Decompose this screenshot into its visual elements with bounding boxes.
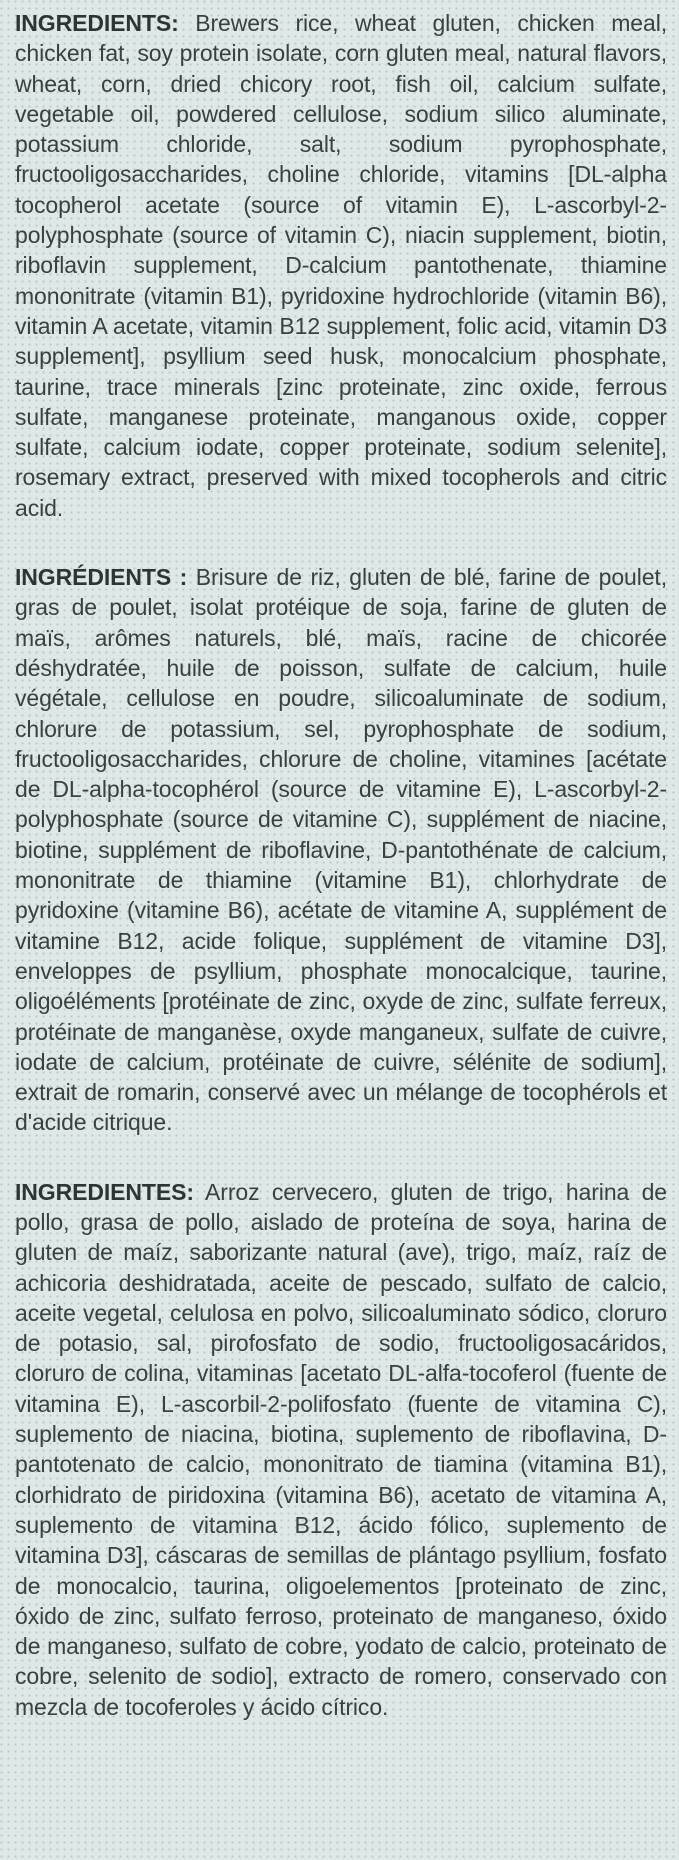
- ingredients-french-heading: INGRÉDIENTS :: [15, 564, 188, 591]
- ingredients-english-heading: INGREDIENTS:: [15, 10, 179, 36]
- ingredients-spanish-text: Arroz cervecero, gluten de trigo, harina de pollo, grasa de pollo, aislado de proteína de soya, harina de gluten de maíz, saborizante natural (ave), trigo, maíz, raíz de achicoria deshidratada, aceite de pescado, sulfato de calcio, aceite vegetal, celulosa en polvo, silicoaluminato sódico, cloruro de potasio, sal, pirofosfato de sodio, fructooligosacáridos, cloruro de colina, vitaminas [acetato DL-alfa-tocoferol (fuente de vitamina E), L-ascorbil-2-polifosfato (fuente de vitamina C), suplemento de niacina, biotina, suplemento de riboflavina, D-pantotenato de calcio, mononitrato de tiamina (vitamina B1), clorhidrato de piridoxina (vitamina B6), acetato de vitamina A, suplemento de vitamina B12, ácido fólico, suplemento de vitamina D3], cáscaras de semillas de plántago psyllium, fosfato de monocalcio, taurina, oligoelementos [proteinato de zinc, óxido de zinc, sulfato ferroso, proteinato de manganeso, óxido de manganeso, sulfato de cobre, yodato de calcio, proteinato de cobre, selenito de sodio], extracto de romero, conservado con mezcla de tocoferoles y ácido cítrico.: [15, 1178, 667, 1720]
- ingredients-spanish-heading: INGREDIENTES:: [15, 1178, 194, 1205]
- ingredients-french: [15, 562, 667, 1138]
- ingredients-french-text: Brisure de riz, gluten de blé, farine de poulet, gras de poulet, isolat protéique de soja, farine de gluten de maïs, arômes naturels, blé, maïs, racine de chicorée déshydratée, huile de poisson, sulfate de calcium, huile végétale, cellulose en poudre, silicoaluminate de sodium, chlorure de potassium, sel, pyrophosphate de sodium, fructooligosaccharides, chlorure de choline, vitamines [acétate de DL-alpha-tocophérol (source de vitamine E), L-ascorbyl-2-polyphosphate (source de vitamine C), supplément de niacine, biotine, supplément de riboflavine, D-pantothénate de calcium, mononitrate de thiamine (vitamine B1), chlorhydrate de pyridoxine (vitamine B6), acétate de vitamine A, supplément de vitamine B12, acide folique, supplément de vitamine D3], enveloppes de psyllium, phosphate monocalcique, taurine, oligoéléments [protéinate de zinc, oxyde de zinc, sulfate ferreux, protéinate de manganèse, oxyde manganeux, sulfate de cuivre, iodate de calcium, protéinate de cuivre, sélénite de sodium], extrait de romarin, conservé avec un mélange de tocophérols et d'acide citrique.: [15, 564, 667, 1136]
- ingredients-english: [15, 8, 667, 523]
- ingredients-english-text: Brewers rice, wheat gluten, chicken meal, chicken fat, soy protein isolate, corn gluten meal, natural flavors, wheat, corn, dried chicory root, fish oil, calcium sulfate, vegetable oil, powdered cellulose, sodium silico aluminate, potassium chloride, salt, sodium pyrophosphate, fructooligosaccharides, choline chloride, vitamins [DL-alpha tocopherol acetate (source of vitamin E), L-ascorbyl-2-polyphosphate (source of vitamin C), niacin supplement, biotin, riboflavin supplement, D-calcium pantothenate, thiamine mononitrate (vitamin B1), pyridoxine hydrochloride (vitamin B6), vitamin A acetate, vitamin B12 supplement, folic acid, vitamin D3 supplement], psyllium seed husk, monocalcium phosphate, taurine, trace minerals [zinc proteinate, zinc oxide, ferrous sulfate, manganese proteinate, manganous oxide, copper sulfate, calcium iodate, copper proteinate, sodium selenite], rosemary extract, preserved with mixed tocopherols and citric acid.: [15, 10, 667, 521]
- ingredients-spanish: [15, 1177, 667, 1722]
